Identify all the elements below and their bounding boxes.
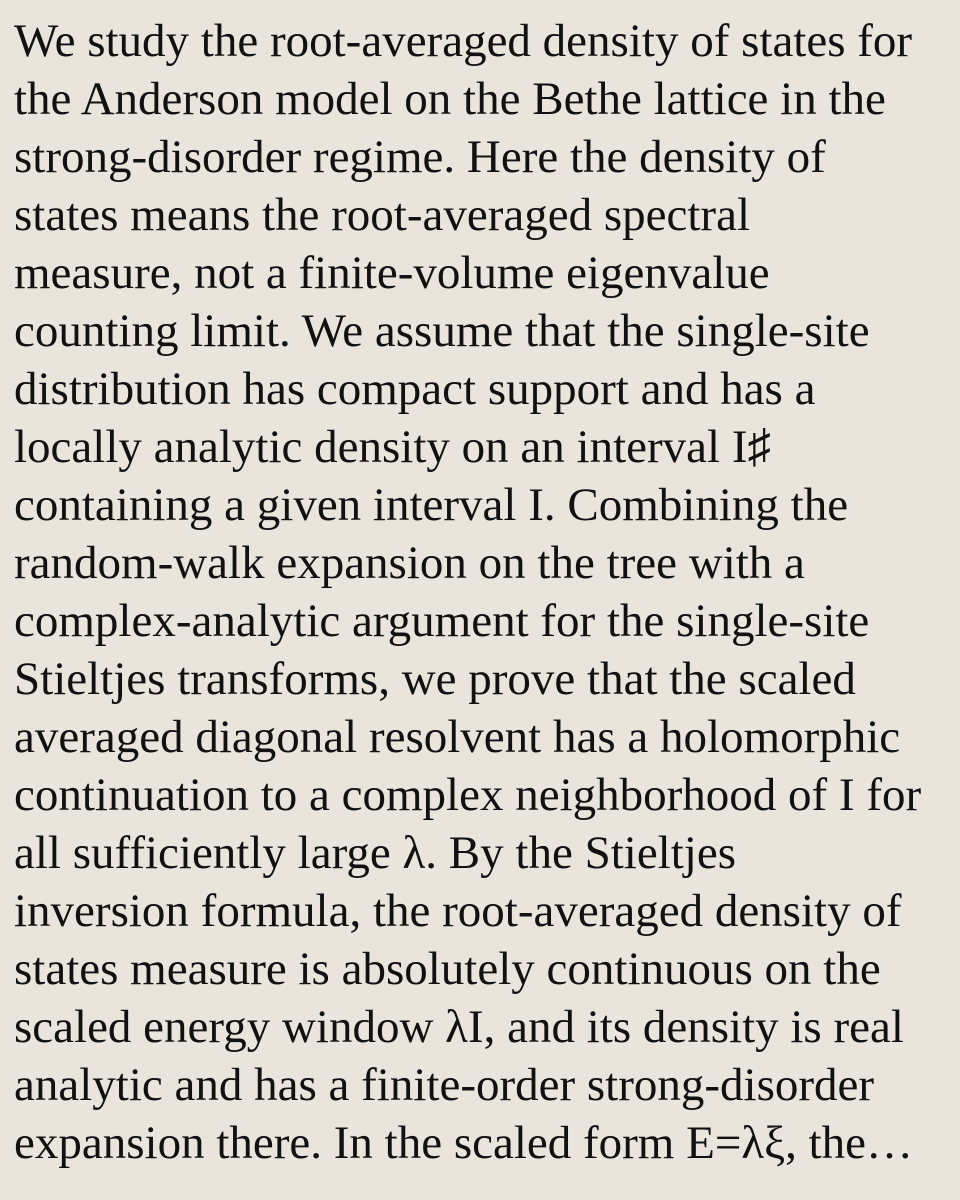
text-line: the Anderson model on the Bethe lattice in the [14, 73, 886, 125]
text-line: random-walk expansion on the tree with a [14, 537, 805, 589]
text-line: containing a given interval I. Combining the [14, 479, 849, 531]
text-line: states measure is absolutely continuous on the [14, 943, 881, 995]
text-line: counting limit. We assume that the single-site [14, 305, 870, 357]
text-line: We study the root-averaged density of states for [14, 15, 913, 67]
text-line: Stieltjes transforms, we prove that the scaled [14, 653, 856, 705]
text-line: all sufficiently large λ. By the Stieltjes [14, 827, 737, 879]
text-line: locally analytic density on an interval I♯ [14, 421, 771, 473]
text-line: continuation to a complex neighborhood of I for [14, 769, 922, 821]
text-line: complex-analytic argument for the single-site [14, 595, 870, 647]
text-line: expansion there. In the scaled form E=λξ, the… [14, 1117, 913, 1169]
text-line: analytic and has a finite-order strong-disorder [14, 1059, 875, 1111]
text-line: measure, not a finite-volume eigenvalue [14, 247, 770, 299]
text-line: strong-disorder regime. Here the density of [14, 131, 826, 183]
text-line: inversion formula, the root-averaged density of [14, 885, 902, 937]
text-line: averaged diagonal resolvent has a holomorphic [14, 711, 901, 763]
text-line: distribution has compact support and has a [14, 363, 816, 415]
text-line: scaled energy window λI, and its density is real [14, 1001, 904, 1053]
text-line: states means the root-averaged spectral [14, 189, 751, 241]
abstract-text [14, 12, 946, 1172]
